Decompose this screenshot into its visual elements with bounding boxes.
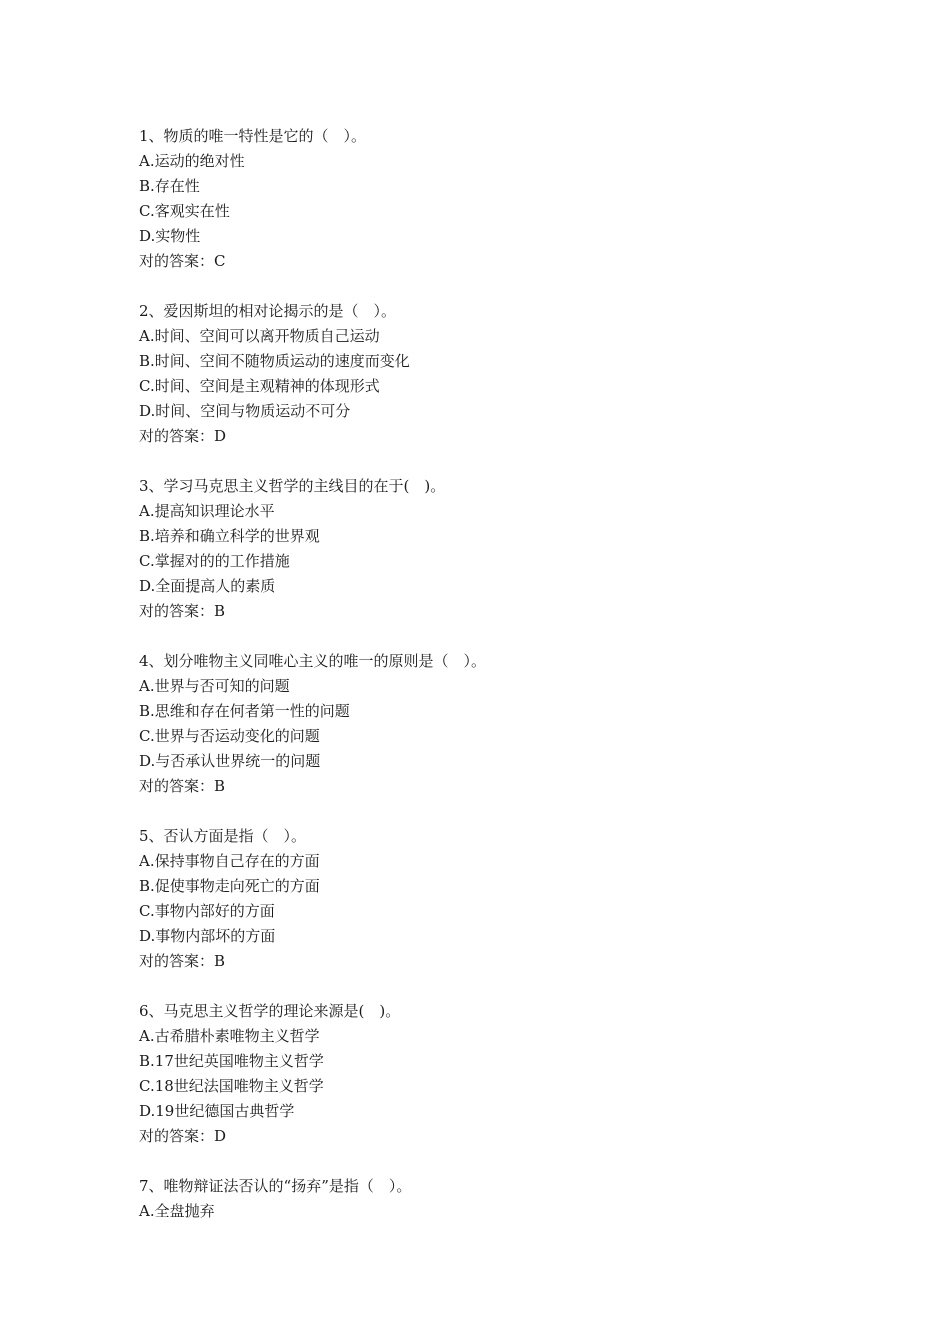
question-1 xyxy=(139,124,839,274)
option-d: D.与否承认世界统一的问题 xyxy=(139,752,321,770)
option-b: B.思维和存在何者第一性的问题 xyxy=(139,702,350,720)
option-a: A.古希腊朴素唯物主义哲学 xyxy=(139,1027,320,1045)
question-4 xyxy=(139,649,839,799)
option-a: A.全盘抛弃 xyxy=(139,1202,215,1220)
option-b: B.17世纪英国唯物主义哲学 xyxy=(139,1052,324,1070)
question-7 xyxy=(139,1174,839,1224)
correct-answer: 对的答案：B xyxy=(139,952,226,970)
option-b: B.存在性 xyxy=(139,177,200,195)
question-stem: 2、爱因斯坦的相对论揭示的是（ ）。 xyxy=(139,302,397,320)
document-page xyxy=(139,124,839,1249)
option-d: D.19世纪德国古典哲学 xyxy=(139,1102,295,1120)
option-c: C.18世纪法国唯物主义哲学 xyxy=(139,1077,324,1095)
option-d: D.实物性 xyxy=(139,227,201,245)
correct-answer: 对的答案：B xyxy=(139,602,226,620)
question-stem: 3、学习马克思主义哲学的主线目的在于( )。 xyxy=(139,477,446,495)
question-stem: 7、唯物辩证法否认的“扬弃”是指（ ）。 xyxy=(139,1177,412,1195)
question-stem: 1、物质的唯一特性是它的（ ）。 xyxy=(139,127,367,145)
option-a: A.提高知识理论水平 xyxy=(139,502,275,520)
correct-answer: 对的答案：D xyxy=(139,1127,227,1145)
correct-answer: 对的答案：D xyxy=(139,427,227,445)
question-3 xyxy=(139,474,839,624)
option-b: B.培养和确立科学的世界观 xyxy=(139,527,320,545)
option-b: B.时间、空间不随物质运动的速度而变化 xyxy=(139,352,410,370)
option-c: C.客观实在性 xyxy=(139,202,230,220)
option-c: C.时间、空间是主观精神的体现形式 xyxy=(139,377,380,395)
question-5 xyxy=(139,824,839,974)
option-c: C.事物内部好的方面 xyxy=(139,902,275,920)
option-a: A.运动的绝对性 xyxy=(139,152,245,170)
correct-answer: 对的答案：B xyxy=(139,777,226,795)
option-a: A.保持事物自己存在的方面 xyxy=(139,852,320,870)
option-d: D.时间、空间与物质运动不可分 xyxy=(139,402,351,420)
question-stem: 4、划分唯物主义同唯心主义的唯一的原则是（ ）。 xyxy=(139,652,487,670)
option-a: A.世界与否可知的问题 xyxy=(139,677,290,695)
question-2 xyxy=(139,299,839,449)
question-6 xyxy=(139,999,839,1149)
option-d: D.全面提高人的素质 xyxy=(139,577,276,595)
correct-answer: 对的答案：C xyxy=(139,252,226,270)
option-a: A.时间、空间可以离开物质自己运动 xyxy=(139,327,380,345)
option-d: D.事物内部坏的方面 xyxy=(139,927,276,945)
question-stem: 5、否认方面是指（ ）。 xyxy=(139,827,307,845)
option-b: B.促使事物走向死亡的方面 xyxy=(139,877,320,895)
option-c: C.掌握对的的工作措施 xyxy=(139,552,290,570)
option-c: C.世界与否运动变化的问题 xyxy=(139,727,320,745)
question-stem: 6、马克思主义哲学的理论来源是( )。 xyxy=(139,1002,401,1020)
